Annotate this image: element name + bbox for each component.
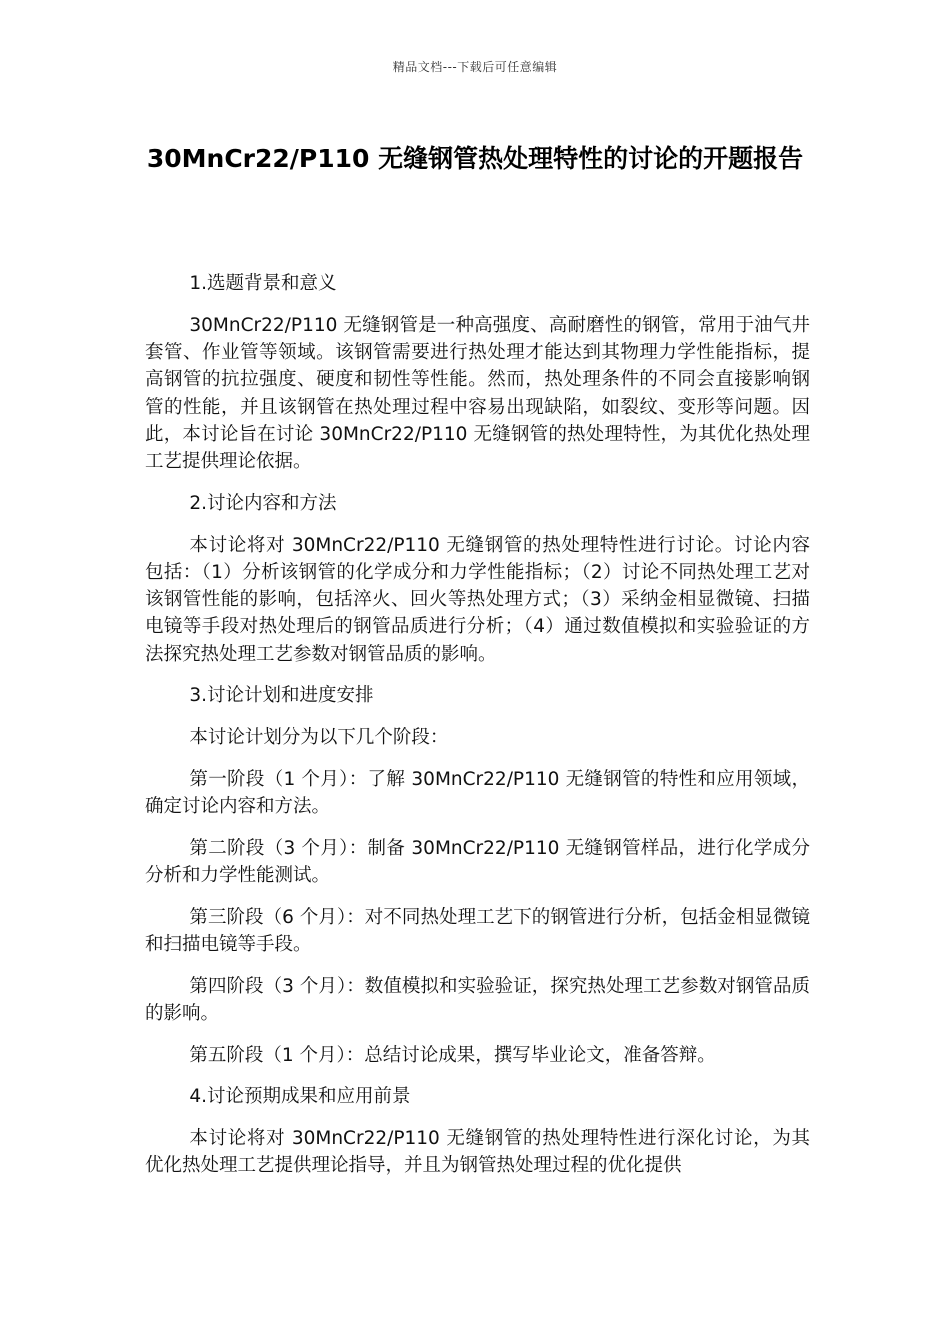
document-body [145, 270, 810, 1194]
section-paragraph-1: 30MnCr22/P110 无缝钢管是一种高强度、高耐磨性的钢管，常用于油气井套管、作业管等领域。该钢管需要进行热处理才能达到其物理力学性能指标，提高钢管的抗拉强度、硬度和韧性等性能。然而，热处理条件的不同会直接影响钢管的性能，并且该钢管在热处理过程中容易出现缺陷，如裂纹、变形等问题。因此，本讨论旨在讨论 30MnCr22/P110 无缝钢管的热处理特性，为其优化热处理工艺提供理论依据。 [145, 314, 810, 473]
plan-stage-3: 第三阶段（6 个月）：对不同热处理工艺下的钢管进行分析，包括金相显微镜和扫描电镜等手段。 [145, 906, 810, 956]
section-paragraph-4: 本讨论将对 30MnCr22/P110 无缝钢管的热处理特性进行深化讨论，为其优化热处理工艺提供理论指导，并且为钢管热处理过程的优化提供 [145, 1128, 810, 1177]
document-title: 30MnCr22/P110 无缝钢管热处理特性的讨论的开题报告 [146, 144, 804, 173]
plan-stage-5: 第五阶段（1 个月）：总结讨论成果，撰写毕业论文，准备答辩。 [189, 1044, 716, 1066]
section-heading-2: 2.讨论内容和方法 [189, 492, 337, 514]
plan-stage-2: 第二阶段（3 个月）：制备 30MnCr22/P110 无缝钢管样品，进行化学成分分析和力学性能测试。 [145, 837, 810, 887]
section-heading-4: 4.讨论预期成果和应用前景 [189, 1086, 411, 1108]
plan-stage-1: 第一阶段（1 个月）：了解 30MnCr22/P110 无缝钢管的特性和应用领域，确定讨论内容和方法。 [145, 768, 810, 818]
section-heading-1: 1.选题背景和意义 [189, 273, 337, 294]
plan-intro: 本讨论计划分为以下几个阶段： [189, 727, 449, 749]
section-paragraph-2: 本讨论将对 30MnCr22/P110 无缝钢管的热处理特性进行讨论。讨论内容包括：（1）分析该钢管的化学成分和力学性能指标；（2）讨论不同热处理工艺对该钢管性能的影响，包括淬火、回火等热处理方式；（3）采纳金相显微镜、扫描电镜等手段对热处理后的钢管品质进行分析；（4）通过数值模拟和实验验证的方法探究热处理工艺参数对钢管品质的影响。 [145, 534, 810, 665]
header-note: 精品文档---下载后可任意编辑 [392, 60, 558, 74]
plan-stage-4: 第四阶段（3 个月）：数值模拟和实验验证，探究热处理工艺参数对钢管品质的影响。 [145, 975, 810, 1025]
section-heading-3: 3.讨论计划和进度安排 [189, 685, 374, 707]
